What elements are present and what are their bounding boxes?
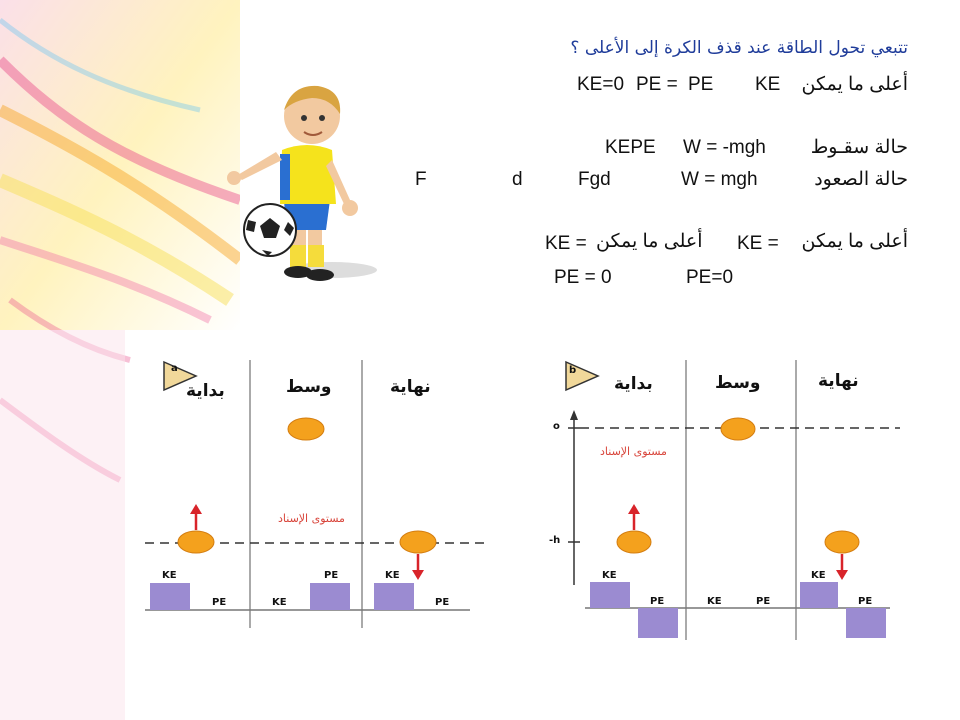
axis-h-label: -h [549,535,561,546]
max-label-1: أعلى ما يمكن [801,231,908,252]
bar-a-label-1: KE [162,570,177,581]
bar-a-label-3: KE [272,597,287,608]
falling-label: حالة سقـوط [810,137,908,158]
bar-a-label-6: PE [435,597,450,608]
bar-b-label-2: PE [650,596,665,607]
rising-d: d [512,169,523,190]
bar-a-pe-middle [310,583,350,610]
top-line-label: أعلى ما يمكن [801,74,908,95]
panel-a-reference-label: مستوى الإسناد [278,512,345,525]
falling-work: W = -mgh [683,137,766,158]
rising-fgd: Fgd [578,169,611,190]
max-ke-2: KE = [545,233,587,254]
rising-label: حالة الصعود [814,169,908,190]
falling-kepe: KEPE [605,137,656,158]
footballer-illustration [222,80,382,290]
ball-a-middle [288,418,324,440]
top-line-ke-zero: KE=0 [577,74,625,95]
question-text: تتبعي تحول الطاقة عند قذف الكرة إلى الأعلى ؟ [570,38,908,58]
ball-b-end [825,531,859,553]
panel-a-middle-label: وسط [286,377,332,397]
max-ke-1: KE = [737,233,779,254]
ball-a-end [400,531,436,553]
bar-b-label-5: KE [811,570,826,581]
pe-zero-left: PE = 0 [554,267,612,288]
bar-b-label-1: KE [602,570,617,581]
max-label-2: أعلى ما يمكن [596,231,703,252]
ball-b-middle [721,418,755,440]
ball-b-start [617,531,651,553]
bar-a-label-5: KE [385,570,400,581]
ball-a-start [178,531,214,553]
panel-a-start-label: بداية [186,381,225,401]
top-line-pe: PE [688,74,714,95]
bar-b-label-4: PE [756,596,771,607]
axis-o-label: o [553,421,560,432]
bar-b-pe-end [846,608,886,638]
bar-a-label-4: PE [324,570,339,581]
bar-a-ke-end [374,583,414,610]
bar-b-pe-start [638,608,678,638]
panel-a-letter: a [171,363,178,374]
top-line-ke: KE [755,74,781,95]
bar-b-ke-start [590,582,630,608]
rising-work: W = mgh [681,169,758,190]
panel-b-start-label: بداية [614,374,653,394]
panel-b-end-label: نهاية [818,371,859,391]
bar-b-label-3: KE [707,596,722,607]
panel-a-end-label: نهاية [390,377,431,397]
bar-b-label-6: PE [858,596,873,607]
bar-b-ke-end [800,582,838,608]
bar-a-ke-start [150,583,190,610]
pe-zero-right: PE=0 [686,267,734,288]
bar-a-label-2: PE [212,597,227,608]
top-line-pe-eq: PE = [636,74,678,95]
panel-b-reference-label: مستوى الإسناد [600,445,667,458]
rising-f: F [415,169,427,190]
panel-b-letter: b [569,365,577,376]
panel-b-middle-label: وسط [715,373,761,393]
